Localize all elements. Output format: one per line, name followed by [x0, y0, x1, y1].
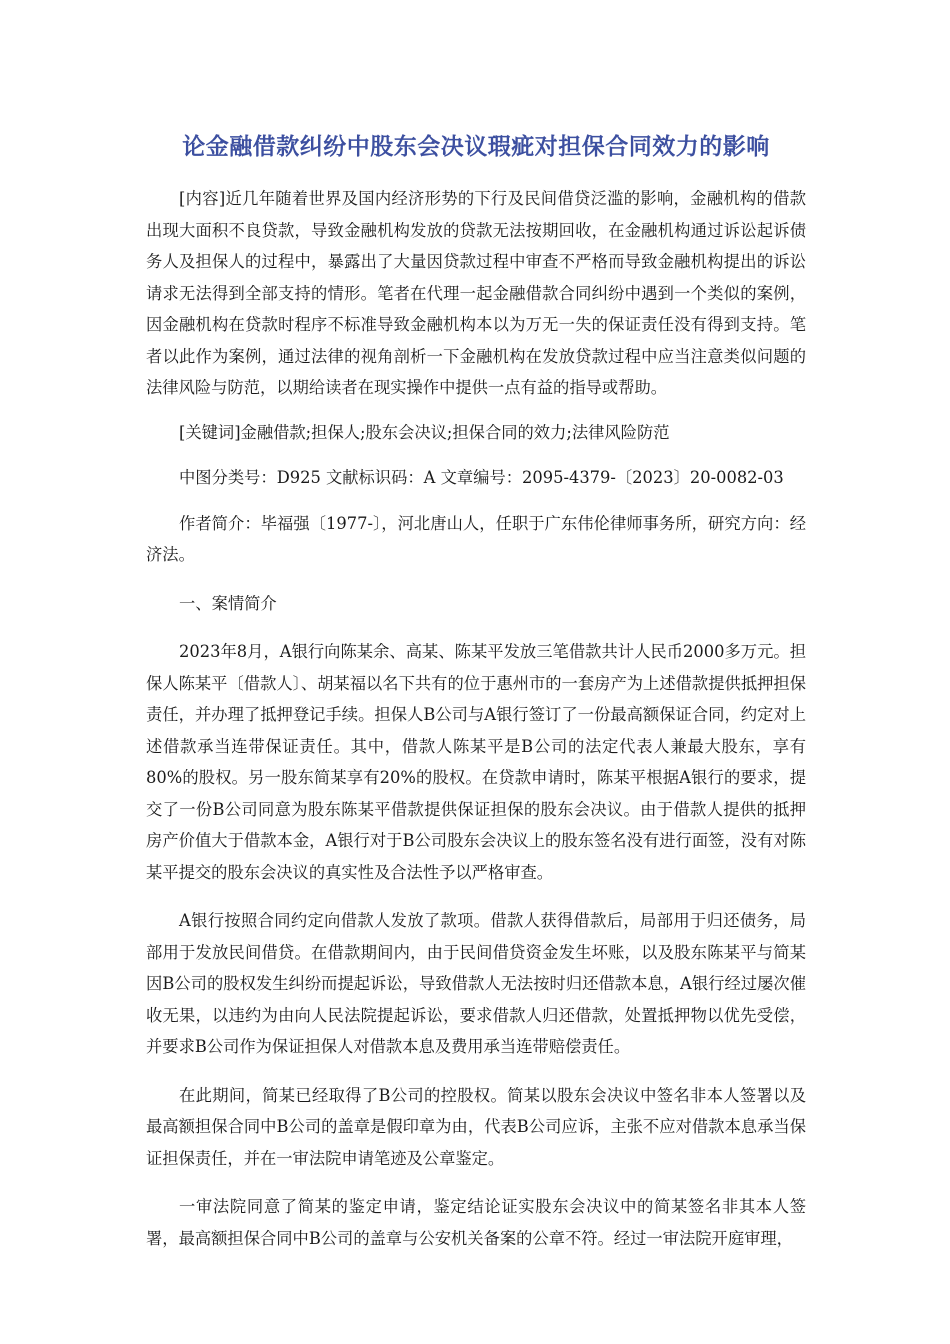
- body-paragraph: 2023年8月，A银行向陈某余、高某、陈某平发放三笔借款共计人民币2000多万元。担保人陈某平〔借款人〕、胡某福以名下共有的位于惠州市的一套房产为上述借款提供抵押担保责任，并办理了抵押登记手续。担保人B公司与A银行签订了一份最高额保证合同，约定对上述借款承当连带保证责任。其中，借款人陈某平是B公司的法定代表人兼最大股东，享有80%的股权。另一股东简某享有20%的股权。在贷款申请时，陈某平根据A银行的要求，提交了一份B公司同意为股东陈某平借款提供保证担保的股东会决议。由于借款人提供的抵押房产价值大于借款本金，A银行对于B公司股东会决议上的股东签名没有进行面签，没有对陈某平提交的股东会决议的真实性及合法性予以严格审查。: [146, 642, 806, 882]
- author-intro: 作者简介：毕福强〔1977-〕，河北唐山人，任职于广东伟伦律师事务所，研究方向：经济法。: [146, 513, 806, 564]
- document-page: [146, 128, 806, 1254]
- classification-line: 中图分类号：D925 文献标识码：A 文章编号：2095-4379-〔2023〕20-0082-03: [179, 468, 784, 487]
- body-paragraph: A银行按照合同约定向借款人发放了款项。借款人获得借款后，局部用于归还债务，局部用于发放民间借贷。在借款期间内，由于民间借贷资金发生坏账，以及股东陈某平与简某因B公司的股权发生纠纷而提起诉讼，导致借款人无法按时归还借款本息，A银行经过屡次催收无果，以违约为由向人民法院提起诉讼，要求借款人归还借款，处置抵押物以优先受偿，并要求B公司作为保证担保人对借款本息及费用承当连带赔偿责任。: [146, 911, 806, 1056]
- keywords-line: [关键词]金融借款;担保人;股东会决议;担保合同的效力;法律风险防范: [179, 422, 670, 442]
- abstract-paragraph: [内容]近几年随着世界及国内经济形势的下行及民间借贷泛滥的影响，金融机构的借款出现大面积不良贷款，导致金融机构发放的贷款无法按期回收，在金融机构通过诉讼起诉债务人及担保人的过程中，暴露出了大量因贷款过程中审查不严格而导致金融机构提出的诉讼请求无法得到全部支持的情形。笔者在代理一起金融借款合同纠纷中遇到一个类似的案例，因金融机构在贷款时程序不标准导致金融机构本以为万无一失的保证责任没有得到支持。笔者以此作为案例，通过法律的视角剖析一下金融机构在发放贷款过程中应当注意类似问题的法律风险与防范，以期给读者在现实操作中提供一点有益的指导或帮助。: [146, 189, 806, 397]
- section-heading: 一、案情简介: [179, 593, 277, 613]
- article-title: 论金融借款纠纷中股东会决议瑕疵对担保合同效力的影响: [182, 134, 770, 160]
- body-paragraph: 一审法院同意了简某的鉴定申请，鉴定结论证实股东会决议中的简某签名非其本人签署，最高额担保合同中B公司的盖章与公安机关备案的公章不符。经过一审法院开庭审理，: [146, 1197, 806, 1248]
- body-paragraph: 在此期间，简某已经取得了B公司的控股权。简某以股东会决议中签名非本人签署以及最高额担保合同中B公司的盖章是假印章为由，代表B公司应诉，主张不应对借款本息承当保证担保责任，并在一审法院申请笔迹及公章鉴定。: [146, 1085, 806, 1168]
